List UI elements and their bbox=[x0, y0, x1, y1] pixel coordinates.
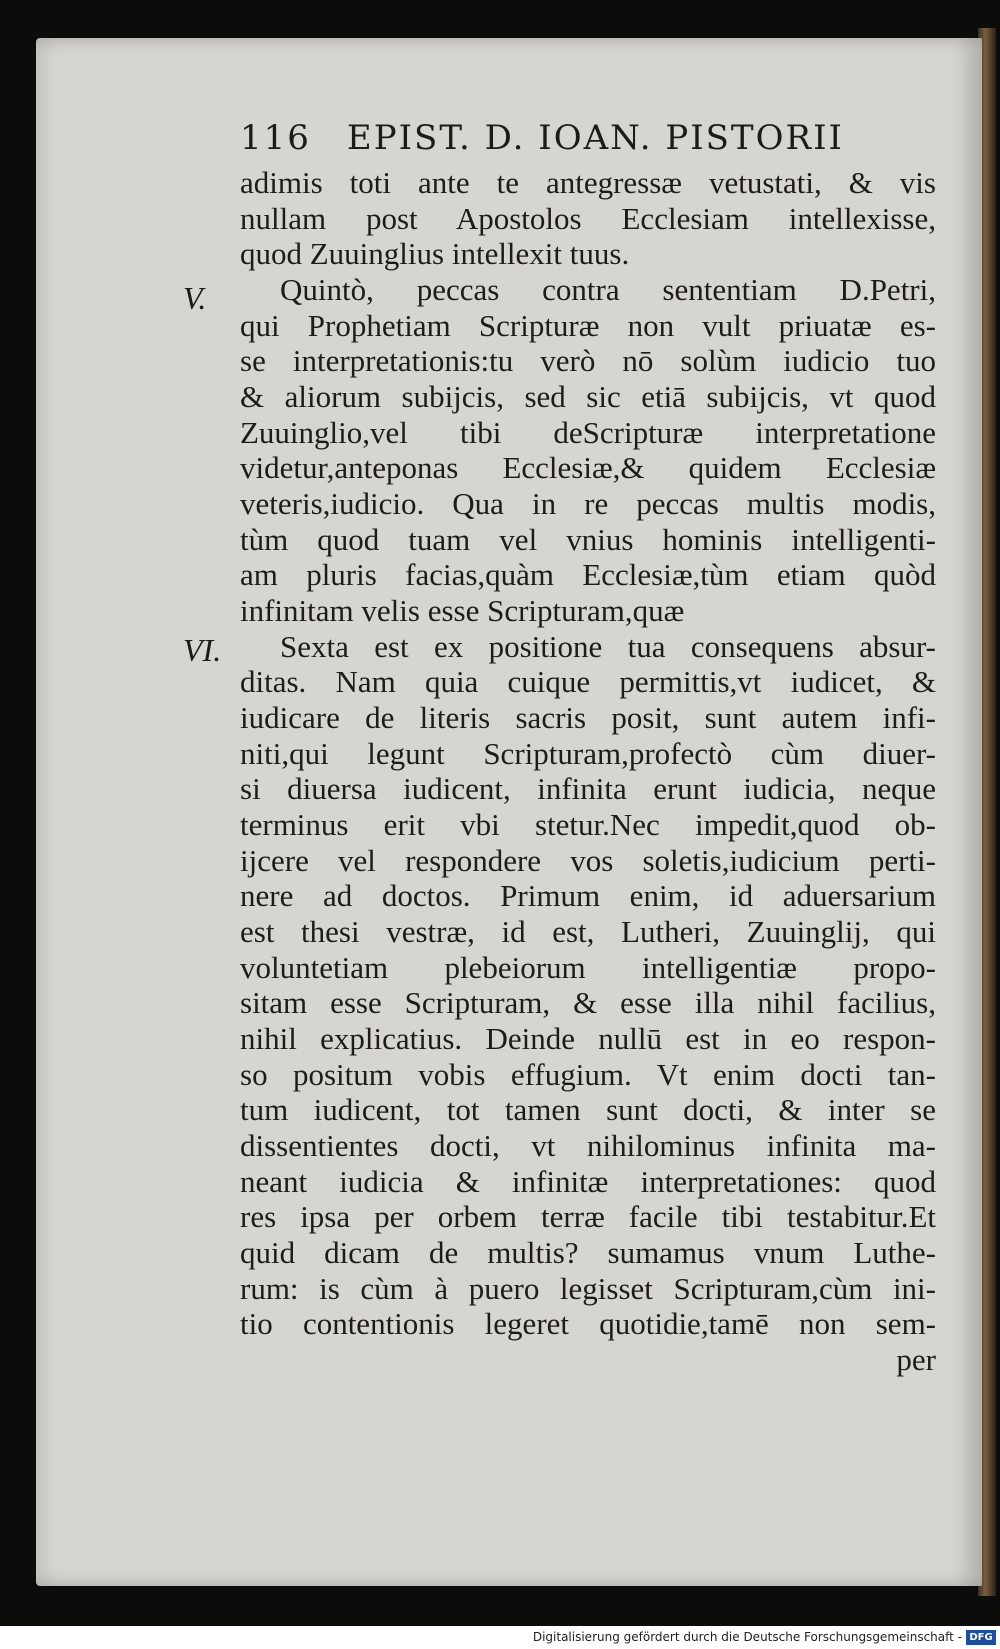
text-line: Quintò, peccas contra sententiam D.Petri, bbox=[280, 272, 936, 307]
text-line: si diuersa iudicent, infinita erunt iudicia, neque bbox=[240, 771, 936, 806]
text-line: neant iudicia & infinitæ interpretationes: quod bbox=[240, 1164, 936, 1199]
text-line: veteris,iudicio. Qua in re peccas multis modis, bbox=[240, 486, 936, 521]
text-line: ditas. Nam quia cuique permittis,vt iudicet, & bbox=[240, 664, 936, 699]
text-line: tum iudicent, tot tamen sunt docti, & inter se bbox=[240, 1092, 936, 1127]
text-line: quod Zuuinglius intellexit tuus. bbox=[240, 236, 630, 271]
text-line: res ipsa per orbem terræ facile tibi testabitur.Et bbox=[240, 1199, 936, 1234]
catchword: per bbox=[896, 1342, 936, 1377]
text-line: so positum vobis effugium. Vt enim docti tan- bbox=[240, 1057, 936, 1092]
text-line: est thesi vestræ, id est, Lutheri, Zuuinglij, qui bbox=[240, 914, 936, 949]
text-line: se interpretationis:tu verò nō solùm iudicio tuo bbox=[240, 343, 936, 378]
text-line: videtur,anteponas Ecclesiæ,& quidem Ecclesiæ bbox=[240, 450, 936, 485]
text-line: Sexta est ex positione tua consequens absur- bbox=[280, 629, 936, 664]
text-line: terminus erit vbi stetur.Nec impedit,quod ob- bbox=[240, 807, 936, 842]
running-header bbox=[240, 118, 860, 164]
text-line: rum: is cùm à puero legisset Scripturam,cùm ini- bbox=[240, 1271, 936, 1306]
text-line: dissentientes docti, vt nihilominus infinita ma- bbox=[240, 1128, 936, 1163]
text-line: ijcere vel respondere vos soletis,iudicium perti- bbox=[240, 843, 936, 878]
text-line: iudicare de literis sacris posit, sunt autem infi- bbox=[240, 700, 936, 735]
text-line: nere ad doctos. Primum enim, id aduersarium bbox=[240, 878, 936, 913]
text-line: nihil explicatius. Deinde nullū est in eo respon- bbox=[240, 1021, 936, 1056]
text-line: Zuuinglio,vel tibi deScripturæ interpretatione bbox=[240, 415, 936, 450]
footer-text: Digitalisierung gefördert durch die Deutsche Forschungsgemeinschaft - bbox=[532, 1630, 962, 1644]
text-line: tùm quod tuam vel vnius hominis intelligenti- bbox=[240, 522, 936, 557]
digitization-footer bbox=[0, 1626, 1000, 1649]
text-line: quid dicam de multis? sumamus vnum Luthe- bbox=[240, 1235, 936, 1270]
text-line: am pluris facias,quàm Ecclesiæ,tùm etiam quòd bbox=[240, 557, 936, 592]
running-head-title: EPIST. D. IOAN. PISTORII bbox=[346, 118, 844, 158]
text-line: sitam esse Scripturam, & esse illa nihil facilius, bbox=[240, 985, 936, 1020]
marginal-number-vi: VI. bbox=[183, 632, 222, 668]
marginal-number-v: V. bbox=[183, 280, 207, 316]
folio-number: 116 bbox=[240, 118, 311, 158]
text-line: & aliorum subijcis, sed sic etiā subijcis, vt quod bbox=[240, 379, 936, 414]
text-line: niti,qui legunt Scripturam,profectò cùm diuer- bbox=[240, 736, 936, 771]
text-line: voluntetiam plebeiorum intelligentiæ propo- bbox=[240, 950, 936, 985]
text-line: infinitam velis esse Scripturam,quæ bbox=[240, 593, 685, 628]
text-line: tio contentionis legeret quotidie,tamē non sem- bbox=[240, 1306, 936, 1341]
text-line: adimis toti ante te antegressæ vetustati, & vis bbox=[240, 165, 936, 200]
text-line: qui Prophetiam Scripturæ non vult priuatæ es- bbox=[240, 308, 936, 343]
text-line: nullam post Apostolos Ecclesiam intellexisse, bbox=[240, 201, 936, 236]
dfg-logo-icon: DFG bbox=[966, 1630, 996, 1645]
